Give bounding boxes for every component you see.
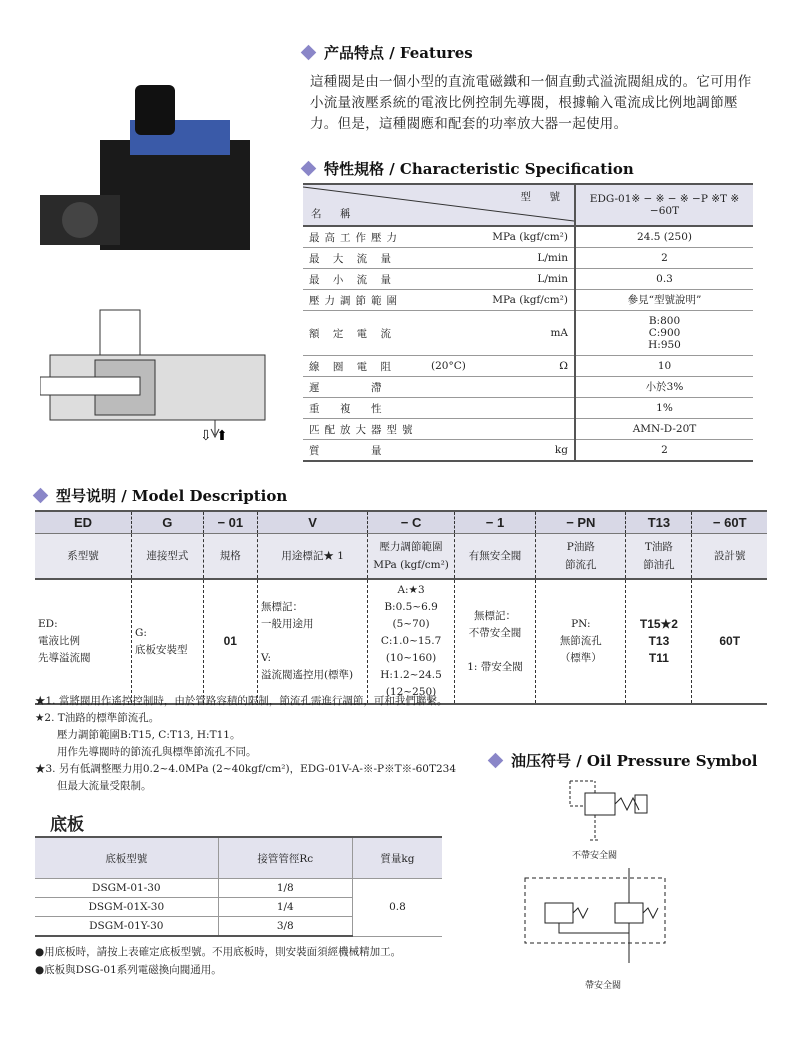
base-notes bbox=[35, 943, 401, 979]
flow-arrows-icon: ⇩ ⬆ bbox=[200, 428, 228, 444]
spec-name: 重 複 性 bbox=[303, 398, 425, 419]
spec-unit bbox=[477, 398, 575, 419]
model-code-cell: − PN bbox=[536, 511, 626, 534]
model-code-cell: T13 bbox=[626, 511, 692, 534]
relief-valve-with-safety-symbol bbox=[515, 868, 675, 968]
spec-row bbox=[303, 311, 753, 356]
model-value-cell: ED: 電液比例 先導溢流閥 bbox=[35, 579, 132, 704]
symbol-title: 油压符号 / Oil Pressure Symbol bbox=[511, 752, 758, 770]
spec-condition bbox=[425, 419, 477, 440]
spec-condition bbox=[425, 248, 477, 269]
model-value-cell: PN: 無節流孔 （標準） bbox=[536, 579, 626, 704]
spec-condition bbox=[425, 311, 477, 356]
spec-name: 最 小 流 量 bbox=[303, 269, 425, 290]
spec-title: 特性規格 / Characteristic Specification bbox=[324, 160, 634, 178]
spec-value: 1% bbox=[575, 398, 753, 419]
header-type: 型 號 bbox=[520, 191, 564, 203]
spec-condition: (20°C) bbox=[425, 356, 477, 377]
spec-unit bbox=[477, 419, 575, 440]
spec-row bbox=[303, 356, 753, 377]
spec-unit: L/min bbox=[477, 269, 575, 290]
model-label-cell: T油路 節油孔 bbox=[626, 534, 692, 580]
model-value-cell: 無標記： 不帶安全閥 1: 帶安全閥 bbox=[454, 579, 535, 704]
model-code-cell: − 60T bbox=[692, 511, 767, 534]
note-2: ★2. T油路的標準節流孔。 bbox=[35, 712, 160, 724]
spec-row bbox=[303, 440, 753, 462]
spec-unit: Ω bbox=[477, 356, 575, 377]
model-code-cell: V bbox=[257, 511, 367, 534]
model-code-cell: − 01 bbox=[203, 511, 257, 534]
base-table bbox=[35, 836, 442, 937]
spec-name: 遲 滯 bbox=[303, 377, 425, 398]
model-label-cell: 用途標記★ 1 bbox=[257, 534, 367, 580]
symbol-label-without-safety: 不帶安全閥 bbox=[572, 850, 618, 860]
relief-valve-symbol bbox=[540, 775, 660, 845]
spec-condition bbox=[425, 377, 477, 398]
model-title: 型号说明 / Model Description bbox=[56, 487, 288, 505]
spec-unit: MPa (kgf/cm²) bbox=[477, 226, 575, 248]
model-value-cell: 60T bbox=[692, 579, 767, 704]
base-col-mass: 質量kg bbox=[352, 837, 442, 879]
cross-section-drawing bbox=[40, 305, 270, 445]
model-label-cell: 有無安全閥 bbox=[454, 534, 535, 580]
model-label-cell: P油路 節流孔 bbox=[536, 534, 626, 580]
spec-value: AMN-D-20T bbox=[575, 419, 753, 440]
spec-value: B:800 C:900 H:950 bbox=[575, 311, 753, 356]
spec-unit: kg bbox=[477, 440, 575, 462]
model-code-cell: − 1 bbox=[454, 511, 535, 534]
header-model: EDG-01※ − ※ − ※ −P ※T ※ −60T bbox=[575, 184, 753, 226]
spec-header-cell bbox=[303, 184, 575, 226]
spec-condition bbox=[425, 398, 477, 419]
spec-condition bbox=[425, 269, 477, 290]
spec-name: 匹配放大器型號 bbox=[303, 419, 425, 440]
spec-row bbox=[303, 226, 753, 248]
spec-row bbox=[303, 398, 753, 419]
spec-row bbox=[303, 290, 753, 311]
spec-unit: L/min bbox=[477, 248, 575, 269]
model-code-cell: − C bbox=[368, 511, 454, 534]
spec-condition bbox=[425, 290, 477, 311]
features-text: 這種閥是由一個小型的直流電磁鐵和一個直動式溢流閥組成的。它可用作小流量液壓系統的電液比例控制先導閥，根據輸入電流成比例地調節壓力。但是，這種閥應和配套的功率放大器一起使用。 bbox=[310, 74, 752, 132]
diamond-icon bbox=[488, 753, 504, 769]
base-note: ●底板與DSG-01系列電磁換向閥通用。 bbox=[35, 964, 222, 976]
base-size: 1/8 bbox=[218, 879, 352, 898]
spec-row bbox=[303, 419, 753, 440]
diamond-icon bbox=[301, 161, 317, 177]
model-value-cell: 無標記： 一般用途用 V: 溢流閥遙控用(標準) bbox=[257, 579, 367, 704]
note-3: ★3. 另有低調整壓力用0.2~4.0MPa (2~40kgf/cm²)，EDG-01V-A-※-P※T※-60T234 bbox=[35, 763, 457, 775]
base-note: ●用底板時，請按上表確定底板型號。不用底板時，則安裝面須經機械精加工。 bbox=[35, 946, 402, 958]
spec-name: 額 定 電 流 bbox=[303, 311, 425, 356]
table-row bbox=[35, 879, 442, 898]
spec-table bbox=[303, 183, 753, 462]
spec-name: 最 大 流 量 bbox=[303, 248, 425, 269]
spec-value: 小於3% bbox=[575, 377, 753, 398]
spec-name: 線 圈 電 阻 bbox=[303, 356, 425, 377]
spec-row bbox=[303, 248, 753, 269]
spec-value: 0.3 bbox=[575, 269, 753, 290]
spec-row bbox=[303, 377, 753, 398]
spec-unit bbox=[477, 377, 575, 398]
base-size: 1/4 bbox=[218, 898, 352, 917]
symbol-label-with-safety: 帶安全閥 bbox=[585, 980, 622, 990]
base-size: 3/8 bbox=[218, 917, 352, 937]
spec-value: 2 bbox=[575, 440, 753, 462]
model-value-cell: G: 底板安裝型 bbox=[132, 579, 204, 704]
spec-name: 最高工作壓力 bbox=[303, 226, 425, 248]
spec-heading bbox=[303, 158, 634, 179]
features-heading bbox=[303, 42, 473, 63]
spec-unit: MPa (kgf/cm²) bbox=[477, 290, 575, 311]
model-code-cell: G bbox=[132, 511, 204, 534]
model-value-cell: 01 bbox=[203, 579, 257, 704]
spec-value: 參見“型號說明” bbox=[575, 290, 753, 311]
notes bbox=[35, 693, 456, 795]
model-label-cell: 連接型式 bbox=[132, 534, 204, 580]
spec-condition bbox=[425, 226, 477, 248]
spec-name: 質 量 bbox=[303, 440, 425, 462]
model-code-cell: ED bbox=[35, 511, 132, 534]
spec-condition bbox=[425, 440, 477, 462]
note-3-detail: 但最大流量受限制。 bbox=[57, 780, 152, 792]
features-title: 产品特点 / Features bbox=[324, 44, 473, 62]
note-2-detail: 用作先導閥時的節流孔與標準節流孔不同。 bbox=[57, 746, 257, 758]
diamond-icon bbox=[33, 488, 49, 504]
base-model: DSGM-01Y-30 bbox=[35, 917, 218, 937]
note-2-detail: 壓力調節範圍B:T15, C:T13, H:T11。 bbox=[57, 729, 241, 741]
product-photo bbox=[40, 80, 255, 275]
spec-value: 10 bbox=[575, 356, 753, 377]
model-label-cell: 壓力調節範圍 MPa (kgf/cm²) bbox=[368, 534, 454, 580]
base-title: 底板 bbox=[50, 815, 84, 834]
base-model: DSGM-01X-30 bbox=[35, 898, 218, 917]
base-col-model: 底板型號 bbox=[35, 837, 218, 879]
spec-row bbox=[303, 269, 753, 290]
model-heading bbox=[35, 485, 287, 506]
base-col-size: 接管管徑Rc bbox=[218, 837, 352, 879]
model-table bbox=[35, 510, 767, 705]
diamond-icon bbox=[301, 45, 317, 61]
model-value-cell: A:★3 B:0.5~6.9 (5~70) C:1.0~15.7 (10~160) H:1.2~24.5 (12~250) bbox=[368, 579, 454, 704]
model-label-cell: 系型號 bbox=[35, 534, 132, 580]
spec-unit: mA bbox=[477, 311, 575, 356]
base-model: DSGM-01-30 bbox=[35, 879, 218, 898]
model-label-cell: 規格 bbox=[203, 534, 257, 580]
spec-name: 壓力調節範圍 bbox=[303, 290, 425, 311]
spec-value: 24.5 (250) bbox=[575, 226, 753, 248]
symbol-heading bbox=[490, 750, 757, 771]
header-name: 名 稱 bbox=[311, 208, 355, 220]
spec-value: 2 bbox=[575, 248, 753, 269]
model-label-cell: 設計號 bbox=[692, 534, 767, 580]
model-value-cell: T15★2 T13 T11 bbox=[626, 579, 692, 704]
base-mass: 0.8 bbox=[352, 879, 442, 937]
note-1: ★1. 當將閥用作遙控控制時，由於管路容積的限制，節流孔需進行調節，可和我們聯繫。 bbox=[35, 695, 448, 707]
